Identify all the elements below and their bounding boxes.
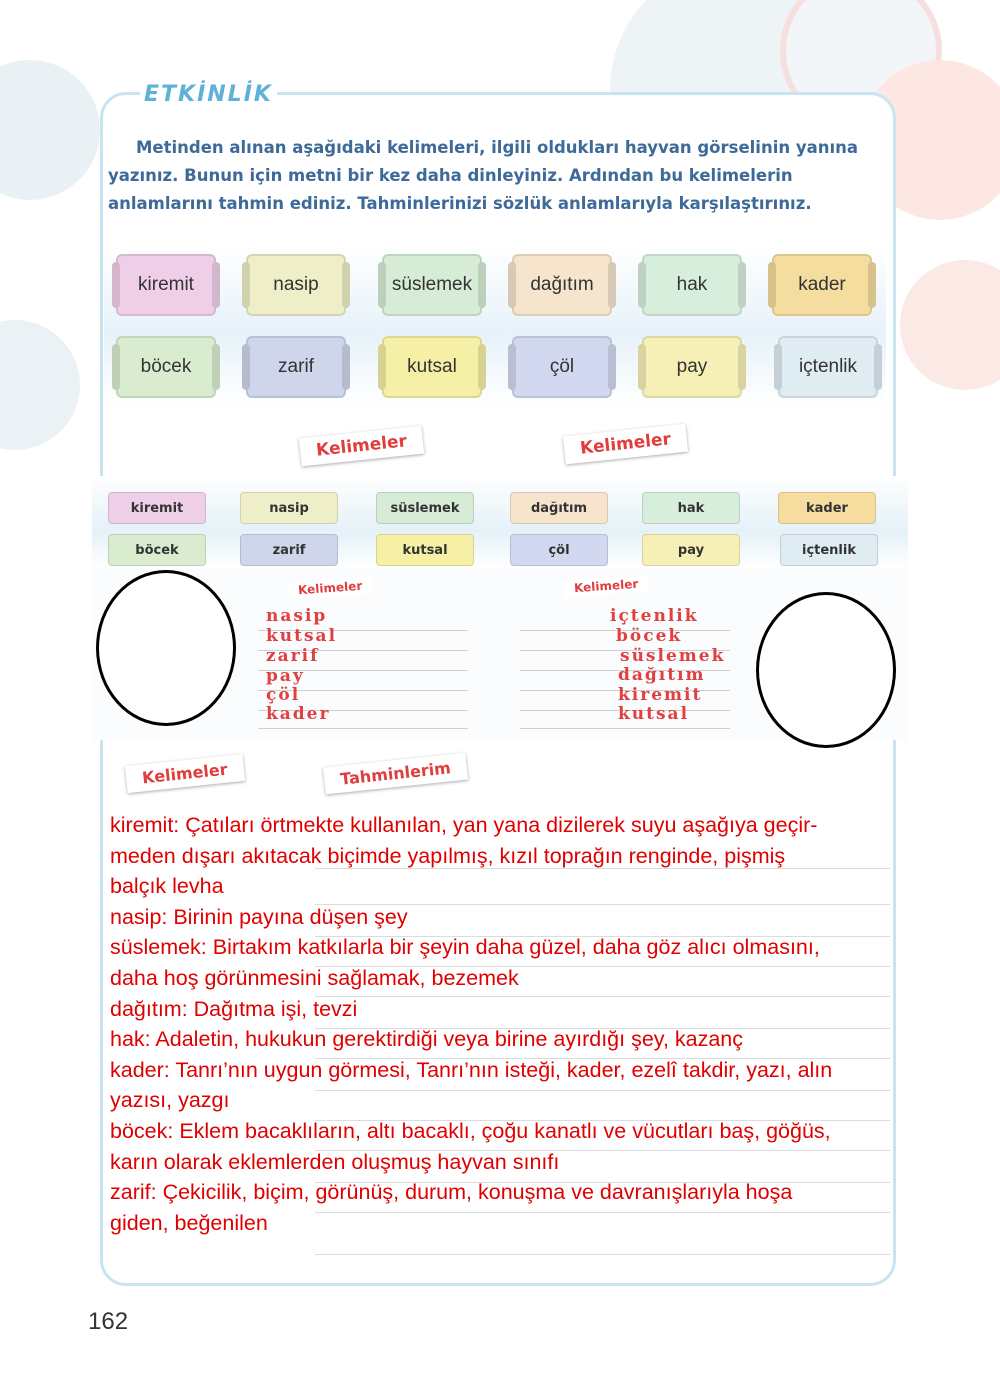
definition-line: böcek: Eklem bacaklıların, altı bacaklı, çoğu kanatlı ve vücutları baş, göğüs, <box>110 1118 831 1143</box>
word-scroll: zarif <box>246 336 346 398</box>
word-scroll: içtenlik <box>778 336 878 398</box>
definition-line: süslemek: Birtakım katkılarla bir şeyin daha güzel, daha göz alıcı olmasını, <box>110 935 820 960</box>
word-scroll: nasip <box>246 254 346 316</box>
writing-line <box>315 1254 890 1255</box>
mini-scroll: çöl <box>510 534 608 566</box>
word-scroll: çöl <box>512 336 612 398</box>
right-list-word: kiremit <box>618 685 703 705</box>
section-label: ETKİNLİK <box>140 82 277 107</box>
ribbon-kelimeler-bottom: Kelimeler <box>125 754 245 793</box>
mini-scroll: kutsal <box>376 534 474 566</box>
definition-line: nasip: Birinin payına düşen şey <box>110 904 408 929</box>
definition-line: giden, beğenilen <box>110 1210 268 1235</box>
instruction-text: Metinden alınan aşağıdaki kelimeleri, ilgili oldukları hayvan görselinin yanına yazınız. Bunun için metni bir kez daha dinleyiniz. Ardından bu kelimelerin anlamlarını tahmin ediniz. Tahminlerinizi sözlük anlamlarıyla karşılaştırınız. <box>108 138 859 213</box>
definition-line: zarif: Çekicilik, biçim, görünüş, durum, konuşma ve davranışlarıyla hoşa <box>110 1180 793 1205</box>
word-scroll: pay <box>642 336 742 398</box>
definition-line: karın olarak eklemlerden oluşmuş hayvan sınıfı <box>110 1149 560 1174</box>
definition-line: hak: Adaletin, hukukun gerektirdiği veya birine ayırdığı şey, kazanç <box>110 1027 744 1052</box>
mini-scroll: kiremit <box>108 492 206 524</box>
mini-ribbon-left: Kelimeler <box>288 577 373 599</box>
right-list-word: böcek <box>616 626 683 646</box>
definition-line: meden dışarı akıtacak biçimde yapılmış, kızıl toprağın renginde, pişmiş <box>110 843 786 868</box>
mini-scroll: dağıtım <box>510 492 608 524</box>
right-list-word: süslemek <box>620 646 726 666</box>
left-list-word: kader <box>266 704 331 724</box>
definition-line: yazısı, yazgı <box>110 1088 230 1113</box>
definition-line: daha hoş görünmesini sağlamak, bezemek <box>110 965 519 990</box>
definition-line: balçık levha <box>110 874 224 899</box>
word-scroll: süslemek <box>382 254 482 316</box>
right-list-word: kutsal <box>618 704 690 724</box>
answer-line <box>258 728 468 729</box>
mini-scroll: zarif <box>240 534 338 566</box>
left-list-word: pay <box>266 666 305 686</box>
mini-scroll: hak <box>642 492 740 524</box>
right-list-word: içtenlik <box>610 606 699 626</box>
mini-scroll: nasip <box>240 492 338 524</box>
mini-scroll: kader <box>778 492 876 524</box>
word-scroll: kiremit <box>116 254 216 316</box>
definition-line: dağıtım: Dağıtma işi, tevzi <box>110 996 358 1021</box>
ribbon-tahminlerim: Tahminlerim <box>323 753 468 795</box>
mini-scroll: pay <box>642 534 740 566</box>
right-list-word: dağıtım <box>618 665 706 685</box>
word-scroll: kutsal <box>382 336 482 398</box>
word-scroll: dağıtım <box>512 254 612 316</box>
ribbon-kelimeler-right: Kelimeler <box>563 424 688 465</box>
covered-animal-image-left <box>96 570 236 726</box>
left-list-word: kutsal <box>266 626 338 646</box>
left-list-word: zarif <box>266 646 320 666</box>
ribbon-kelimeler-left: Kelimeler <box>299 426 424 467</box>
decor-circle <box>0 60 100 200</box>
left-list-word: çöl <box>266 685 301 705</box>
dictionary-definitions <box>110 810 900 1238</box>
mini-ribbon-right: Kelimeler <box>564 575 649 597</box>
page-number: 162 <box>88 1308 129 1335</box>
decor-circle <box>0 320 80 450</box>
mini-scroll: böcek <box>108 534 206 566</box>
word-scroll: böcek <box>116 336 216 398</box>
word-scroll: kader <box>772 254 872 316</box>
definition-line: kiremit: Çatıları örtmekte kullanılan, yan yana dizilerek suyu aşağıya geçir- <box>110 813 818 837</box>
mini-scroll: süslemek <box>376 492 474 524</box>
definition-line: kader: Tanrı’nın uygun görmesi, Tanrı’nın isteği, kader, ezelî takdir, yazı, alın <box>110 1057 833 1082</box>
mini-scroll: içtenlik <box>780 534 878 566</box>
decor-circle <box>900 260 1000 390</box>
covered-animal-image-right <box>756 592 896 748</box>
left-list-word: nasip <box>266 606 328 626</box>
word-scroll: hak <box>642 254 742 316</box>
answer-line <box>520 728 730 729</box>
